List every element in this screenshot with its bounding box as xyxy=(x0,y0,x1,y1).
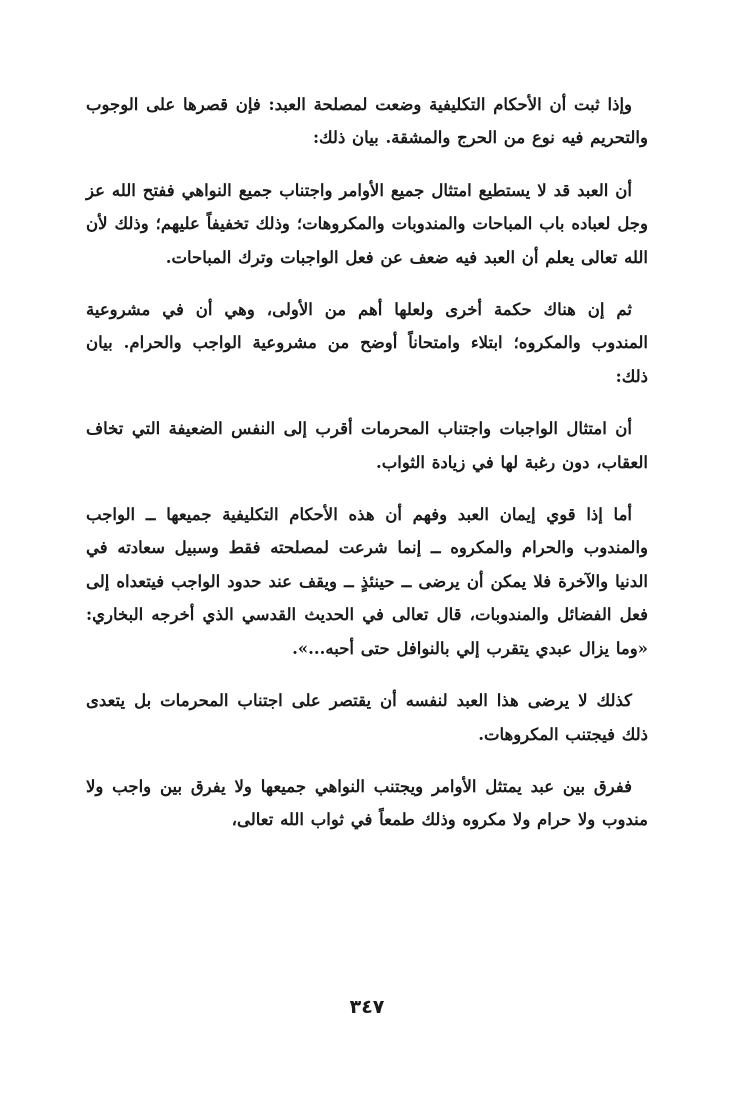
paragraph-1: وإذا ثبت أن الأحكام التكليفية وضعت لمصلحة العبد: فإن قصرها على الوجوب والتحريم فيه نوع من الحرج والمشقة. بيان ذلك: xyxy=(86,95,648,148)
paragraph-3: ثم إن هناك حكمة أخرى ولعلها أهم من الأولى، وهي أن في مشروعية المندوب والمكروه؛ ابتلاء وامتحاناً أوضح من مشروعية الواجب والحرام. بيان ذلك: xyxy=(86,300,648,386)
paragraph-4: أن امتثال الواجبات واجتناب المحرمات أقرب إلى النفس الضعيفة التي تخاف العقاب، دون رغبة لها في زيادة الثواب. xyxy=(86,419,648,472)
paragraph-5: أما إذا قوي إيمان العبد وفهم أن هذه الأحكام التكليفية جميعها ــ الواجب والمندوب والحرام والمكروه ــ إنما شرعت لمصلحته فقط وسبيل سعادته في الدنيا والآخرة فلا يمكن أن يرضى ــ حينئذٍ ــ ويقف عند حدود الواجب فيتعداه إلى فعل الفضائل والمندوبات، قال تعالى في الحديث القدسي الذي أخرجه البخاري: «وما يزال عبدي يتقرب إلي بالنوافل حتى أحبه...». xyxy=(86,505,648,658)
paragraph-2: أن العبد قد لا يستطيع امتثال جميع الأوامر واجتناب جميع النواهي ففتح الله عز وجل لعباده باب المباحات والمندوبات والمكروهات؛ وذلك تخفيفاً عليهم؛ وذلك لأن الله تعالى يعلم أن العبد فيه ضعف عن فعل الواجبات وترك المباحات. xyxy=(86,180,648,267)
body-text xyxy=(86,88,648,856)
paragraph-6: كذلك لا يرضى هذا العبد لنفسه أن يقتصر على اجتناب المحرمات بل يتعدى ذلك فيجتنب المكروهات. xyxy=(86,691,648,744)
page-number: ٣٤٧ xyxy=(349,996,385,1018)
paragraph-7: ففرق بين عبد يمتثل الأوامر ويجتنب النواهي جميعها ولا يفرق بين واجب ولا مندوب ولا حرام ولا مكروه وذلك طمعاً في ثواب الله تعالى، xyxy=(86,776,648,830)
